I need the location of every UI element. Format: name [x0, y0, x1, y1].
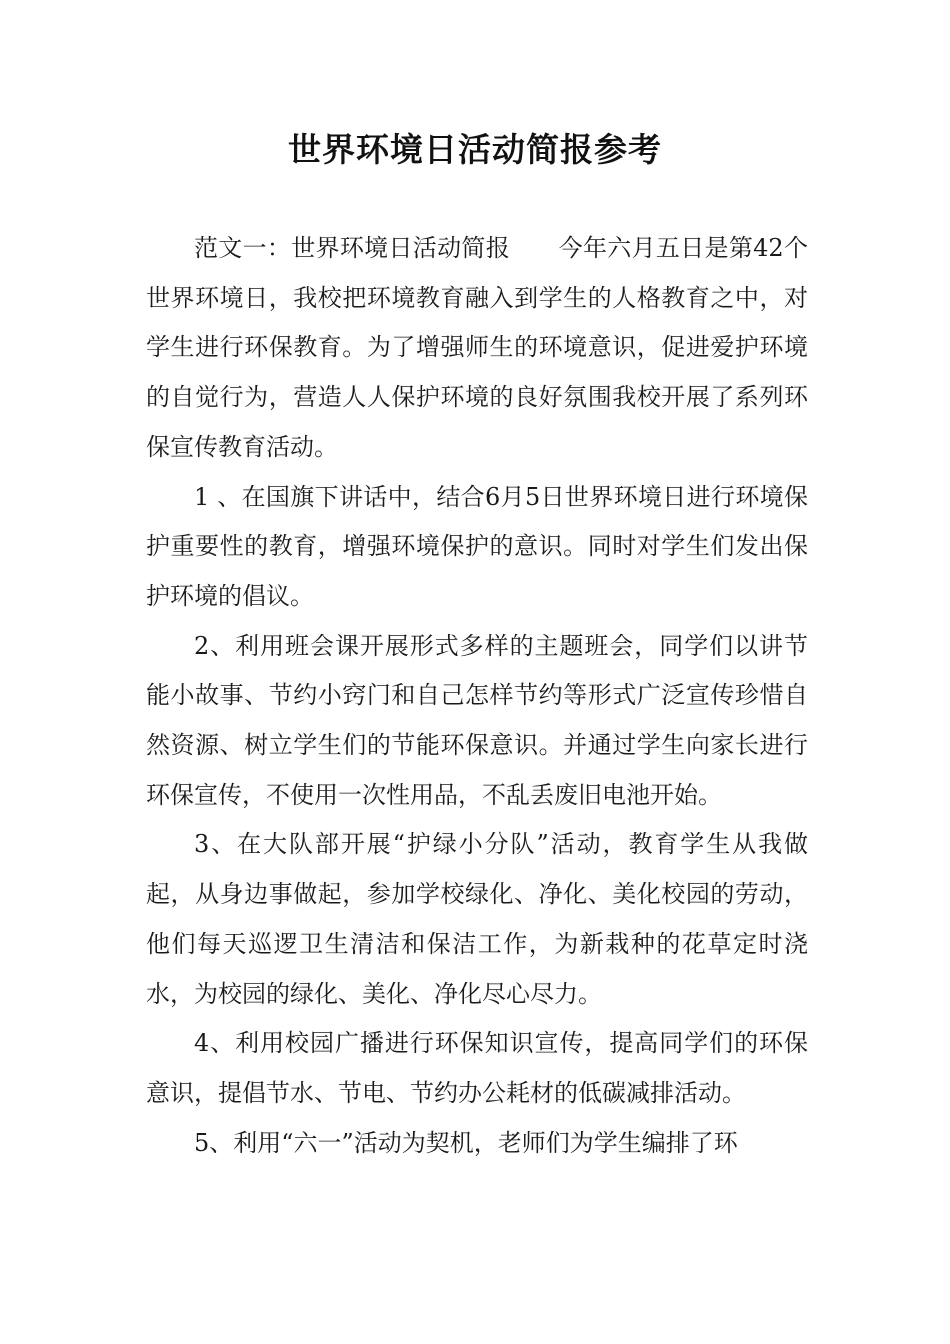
paragraph-item-1: 1 、在国旗下讲话中，结合6月5日世界环境日进行环境保护重要性的教育，增强环境保护的意识。同时对学生们发出保护环境的倡议。 — [146, 482, 808, 610]
paragraph-intro: 范文一：世界环境日活动简报 今年六月五日是第42个世界环境日，我校把环境教育融入到学生的人格教育之中，对学生进行环保教育。为了增强师生的环境意识，促进爱护环境的自觉行为，营造人人保护环境的良好氛围我校开展了系列环保宣传教育活动。 — [146, 234, 808, 461]
paragraph-item-4: 4、利用校园广播进行环保知识宣传，提高同学们的环保意识，提倡节水、节电、节约办公耗材的低碳减排活动。 — [146, 1029, 808, 1107]
paragraph-item-3: 3、在大队部开展“护绿小分队”活动，教育学生从我做起，从身边事做起，参加学校绿化、净化、美化校园的劳动，他们每天巡逻卫生清洁和保洁工作，为新栽种的花草定时浇水，为校园的绿化、美化、净化尽心尽力。 — [146, 830, 808, 1008]
document-body — [146, 224, 808, 1168]
paragraph-item-5: 5、利用“六一”活动为契机，老师们为学生编排了环 — [194, 1128, 738, 1157]
paragraph-item-2: 2、利用班会课开展形式多样的主题班会，同学们以讲节能小故事、节约小窍门和自己怎样节约等形式广泛宣传珍惜自然资源、树立学生们的节能环保意识。并通过学生向家长进行环保宣传，不使用一次性用品，不乱丢废旧电池开始。 — [146, 631, 808, 809]
document-title: 世界环境日活动简报参考 — [288, 130, 662, 169]
